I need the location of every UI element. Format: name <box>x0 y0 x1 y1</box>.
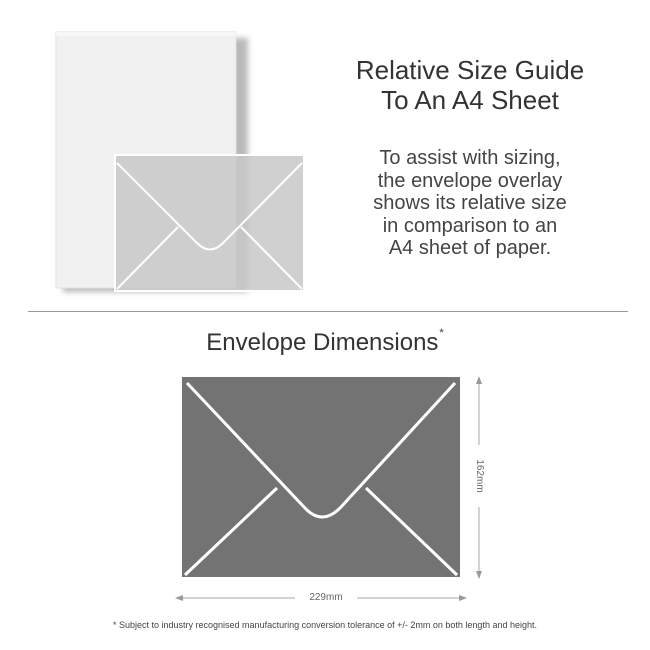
width-label: 229mm <box>295 592 357 603</box>
description-line: shows its relative size <box>373 192 567 214</box>
description-line: To assist with sizing, <box>379 147 561 169</box>
title-line-2: To An A4 Sheet <box>381 85 559 115</box>
tolerance-footnote: * Subject to industry recognised manufacturing conversion tolerance of +/- 2mm on both length and height. <box>112 620 537 630</box>
description-line: the envelope overlay <box>377 169 563 192</box>
dimensions-heading-text: Envelope Dimensions <box>206 329 439 356</box>
envelope-shape <box>181 376 461 578</box>
description-line: in comparison to an <box>382 214 558 237</box>
title-line-1: Relative Size Guide <box>355 55 585 85</box>
height-label: 162mm <box>474 445 485 507</box>
description-line: A4 sheet of paper. <box>388 237 552 259</box>
footnote-marker: * <box>439 327 444 339</box>
